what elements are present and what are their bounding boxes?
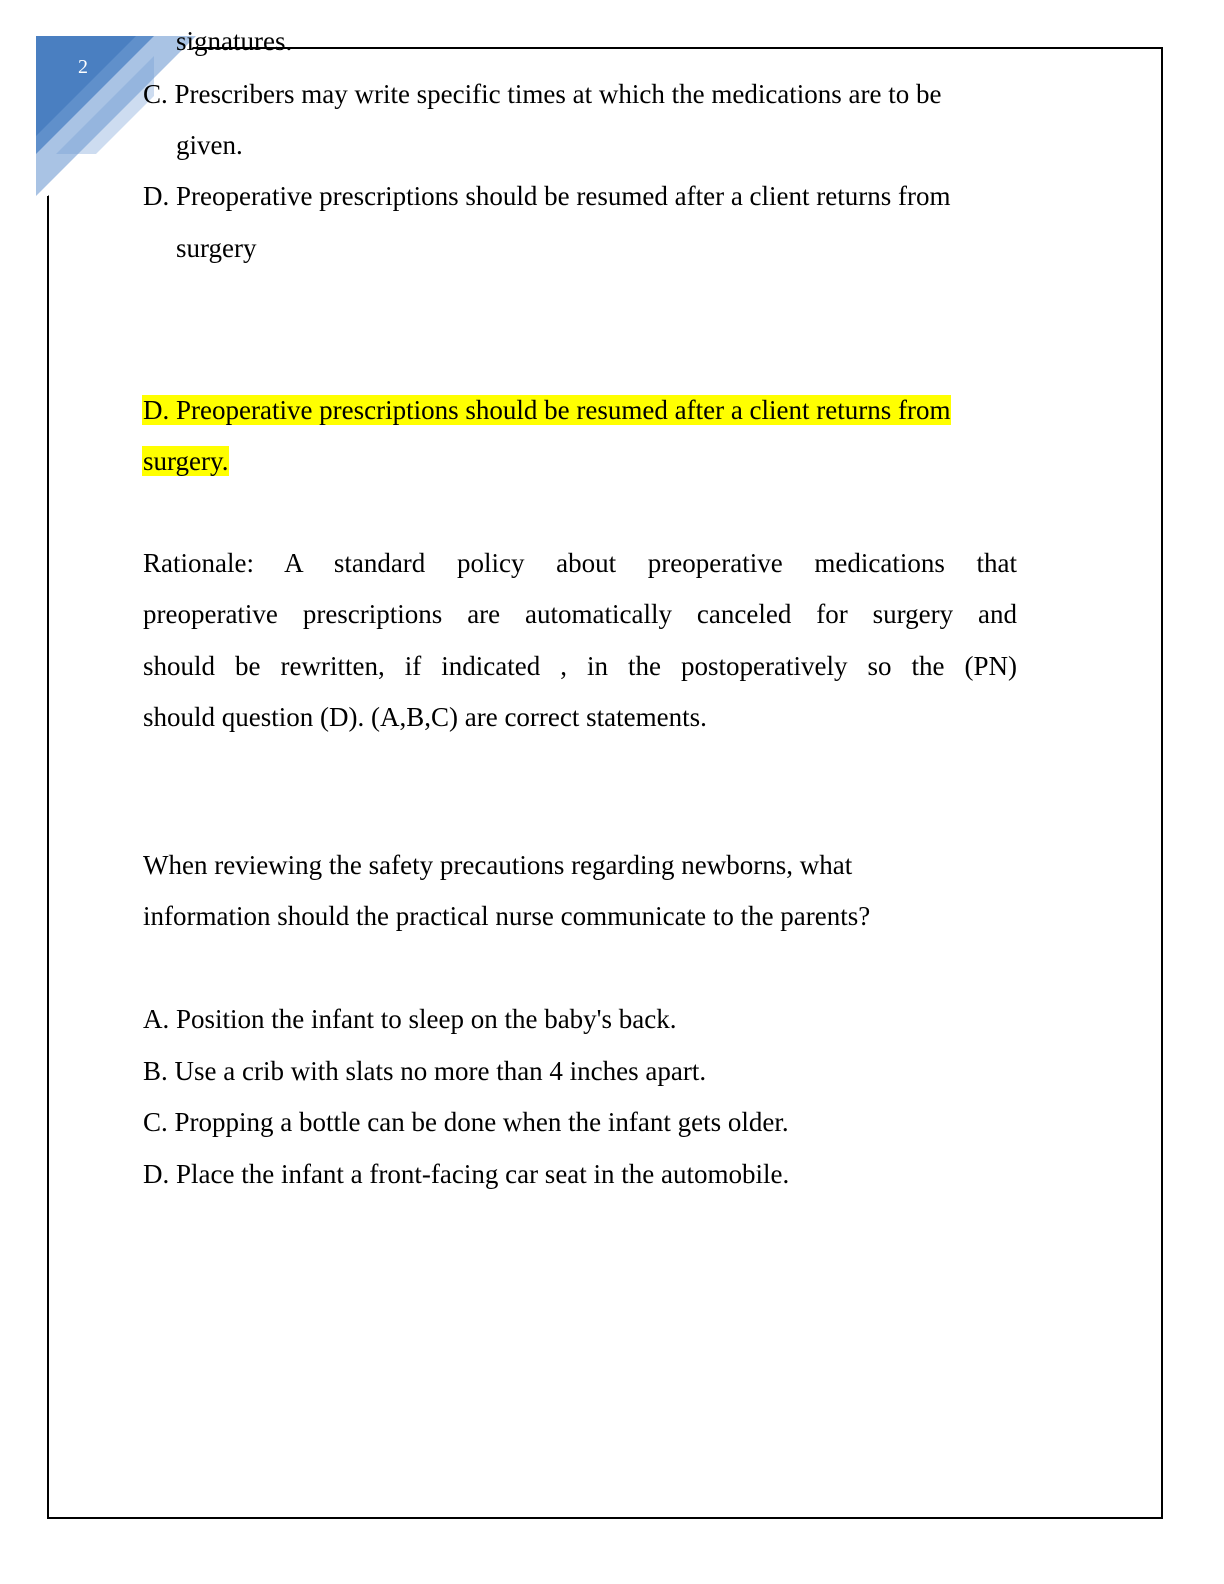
- question-stem-line1: When reviewing the safety precautions regarding newborns, what: [143, 850, 853, 880]
- question-option-b: B. Use a crib with slats no more than 4 inches apart.: [143, 1056, 707, 1086]
- answer-line1: [142, 393, 951, 427]
- option-b-continuation: signatures.: [176, 26, 293, 56]
- rationale-line1: Rationale: A standard policy about preoperative medications that: [143, 548, 1017, 578]
- rationale-line4: should question (D). (A,B,C) are correct statements.: [143, 702, 707, 732]
- rationale-line3: should be rewritten, if indicated , in the postoperatively so the (PN): [143, 651, 1017, 681]
- question-option-c: C. Propping a bottle can be done when the infant gets older.: [143, 1107, 789, 1137]
- option-c-line1: C. Prescribers may write specific times at which the medications are to be: [143, 79, 942, 109]
- question-option-d: D. Place the infant a front-facing car seat in the automobile.: [143, 1159, 790, 1189]
- answer-highlight-2: surgery.: [143, 446, 229, 476]
- question-option-a: A. Position the infant to sleep on the baby's back.: [143, 1004, 677, 1034]
- page-number: 2: [78, 56, 88, 78]
- option-d-line2: surgery: [176, 233, 257, 263]
- option-d-line1: D. Preoperative prescriptions should be resumed after a client returns from: [143, 181, 951, 211]
- rationale-line2: preoperative prescriptions are automatically canceled for surgery and: [143, 599, 1017, 629]
- page-border: [47, 47, 1163, 1519]
- question-stem-line2: information should the practical nurse communicate to the parents?: [143, 901, 871, 931]
- corner-decoration: [36, 36, 196, 196]
- answer-highlight-1: D. Preoperative prescriptions should be resumed after a client returns from: [143, 395, 951, 425]
- answer-line2: [142, 444, 229, 478]
- option-c-line2: given.: [176, 130, 243, 160]
